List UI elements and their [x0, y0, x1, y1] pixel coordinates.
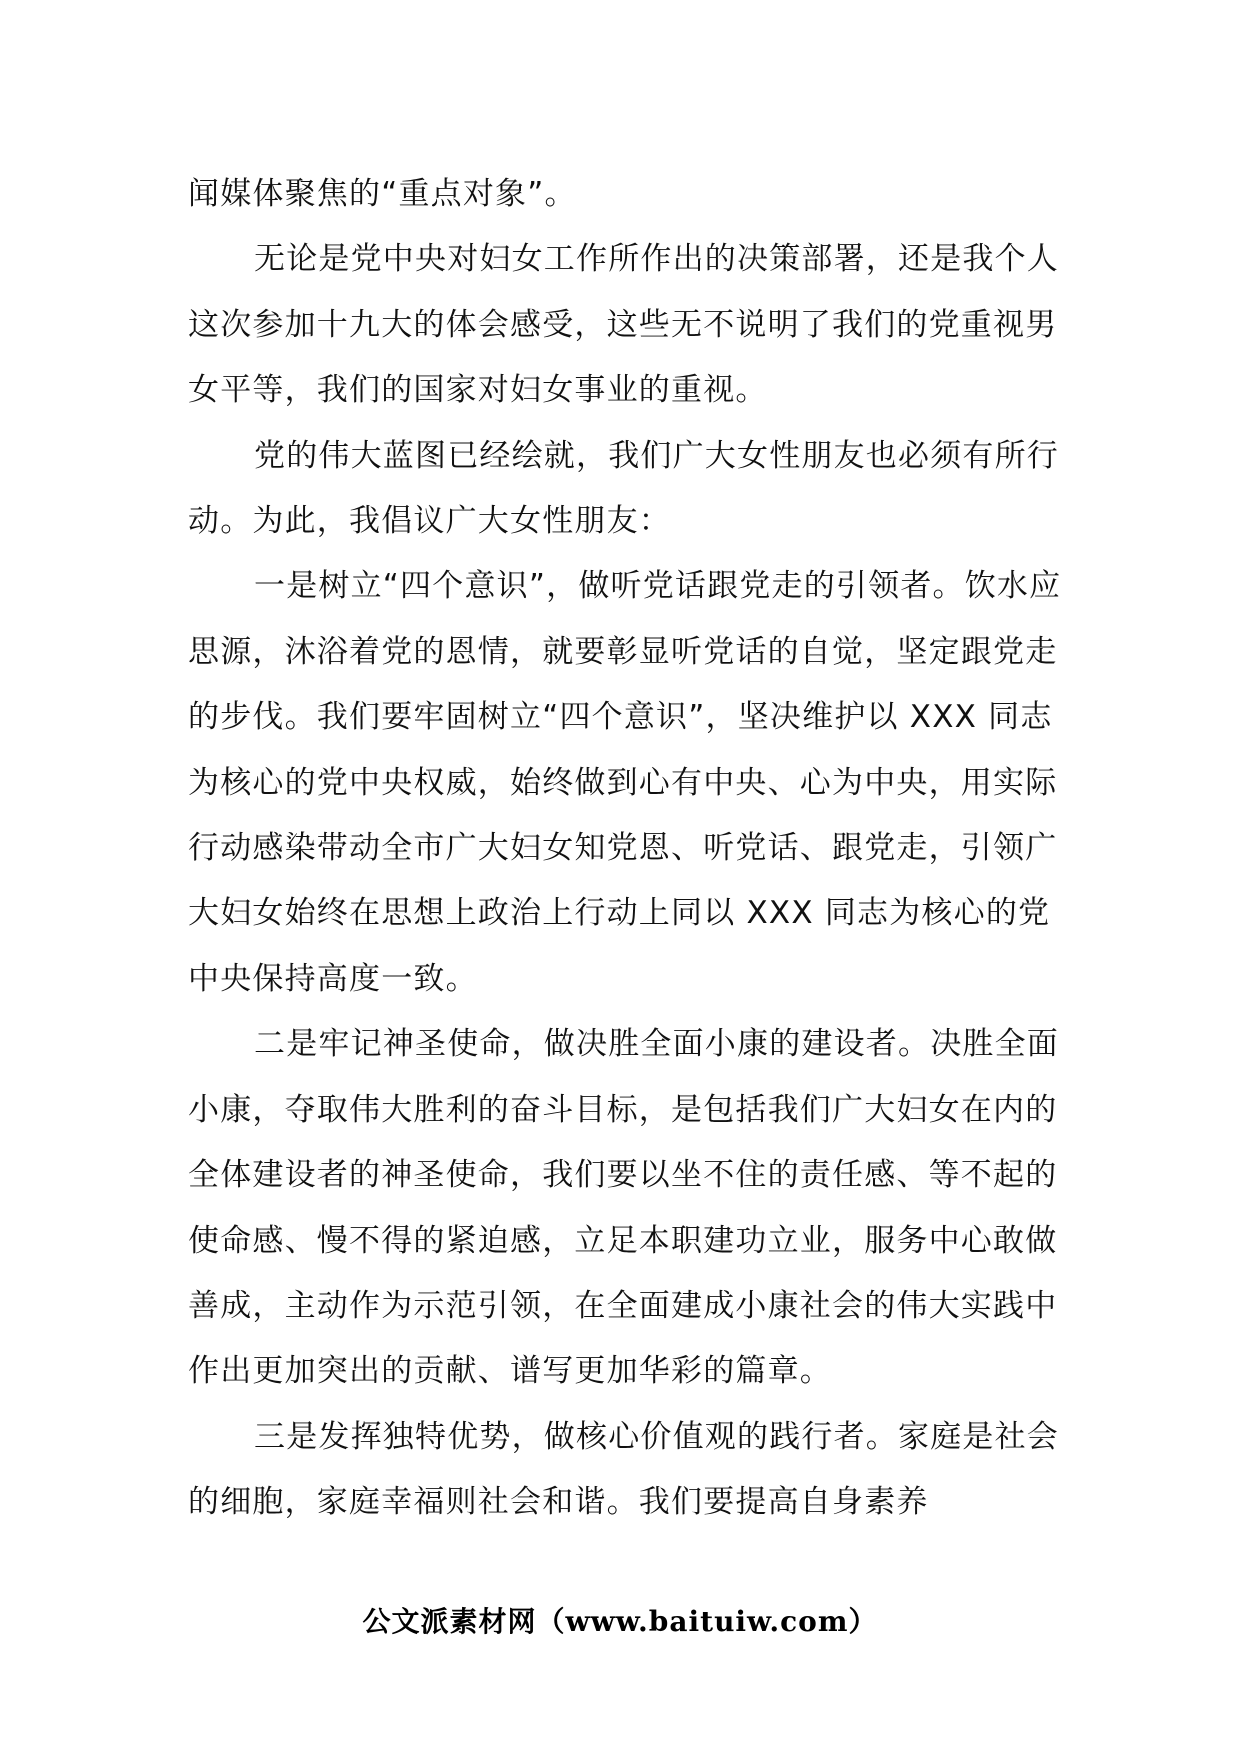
- paragraph: 一是树立“四个意识”，做听党话跟党走的引领者。饮水应思源，沐浴着党的恩情，就要彰显听党话的自觉，坚定跟党走的步伐。我们要牢固树立“四个意识”，坚决维护以 XXX 同志为核心的党中央权威，始终做到心有中央、心为中央，用实际行动感染带动全市广大妇女知党恩、听党话、跟党走，引领广大妇女始终在思想上政治上行动上同以 XXX 同志为核心的党中央保持高度一致。: [188, 568, 1062, 997]
- document-page: [188, 0, 1068, 1754]
- paragraph: 三是发挥独特优势，做核心价值观的践行者。家庭是社会的细胞，家庭幸福则社会和谐。我们要提高自身素养: [188, 1418, 1059, 1521]
- paragraph: 党的伟大蓝图已经绘就，我们广大女性朋友也必须有所行动。为此，我倡议广大女性朋友：: [188, 437, 1059, 540]
- document-body: [188, 162, 1068, 1536]
- paragraph: 二是牢记神圣使命，做决胜全面小康的建设者。决胜全面小康，夺取伟大胜利的奋斗目标，是包括我们广大妇女在内的全体建设者的神圣使命，我们要以坐不住的责任感、等不起的使命感、慢不得的紧迫感，立足本职建功立业，服务中心敢做善成，主动作为示范引领，在全面建成小康社会的伟大实践中作出更加突出的贡献、谱写更加华彩的篇章。: [188, 1026, 1059, 1390]
- footer-source-line: 公文派素材网（www.baituiw.com）: [362, 1605, 878, 1638]
- paragraph: 闻媒体聚焦的“重点对象”。: [188, 176, 577, 212]
- paragraph: 无论是党中央对妇女工作所作出的决策部署，还是我个人这次参加十九大的体会感受，这些无不说明了我们的党重视男女平等，我们的国家对妇女事业的重视。: [188, 241, 1059, 409]
